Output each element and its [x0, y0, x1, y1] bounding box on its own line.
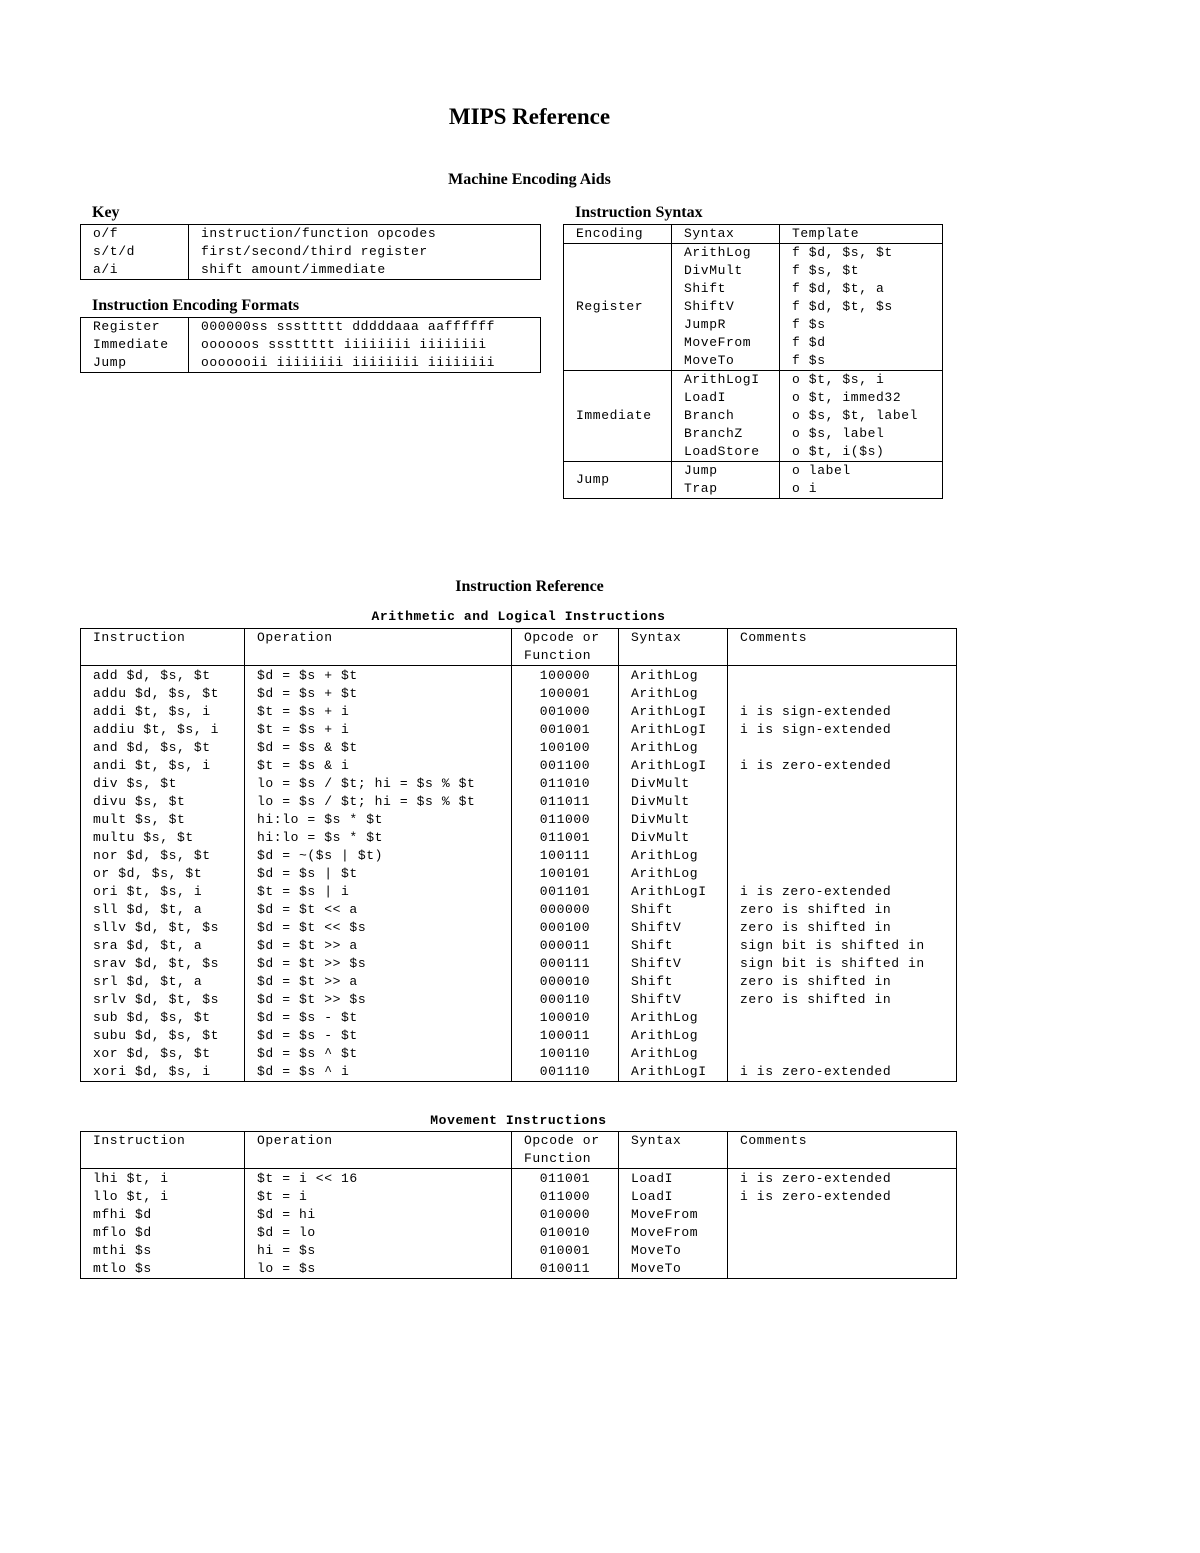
syntax-cell: DivMult [619, 793, 728, 811]
syntax-cell: MoveTo [619, 1260, 728, 1279]
syntax-name: LoadStore [672, 443, 780, 462]
instruction-cell: xor $d, $s, $t [81, 1045, 245, 1063]
instruction-row [81, 703, 957, 721]
instruction-cell: mfhi $d [81, 1206, 245, 1224]
instruction-cell: or $d, $s, $t [81, 865, 245, 883]
instruction-cell: addiu $t, $s, i [81, 721, 245, 739]
syntax-cell: ArithLog [619, 666, 728, 686]
format-name: Jump [93, 355, 127, 370]
comment-cell: sign bit is shifted in [728, 937, 957, 955]
syntax-template: f $d [780, 334, 943, 352]
header-instruction: Instruction [81, 1132, 245, 1169]
syntax-cell: MoveFrom [619, 1206, 728, 1224]
operation-cell: $t = $s + i [245, 721, 512, 739]
comment-cell [728, 666, 957, 686]
instruction-cell: mult $s, $t [81, 811, 245, 829]
comment-cell [728, 1045, 957, 1063]
comment-cell [728, 775, 957, 793]
instruction-row [81, 1045, 957, 1063]
key-meaning: instruction/function opcodes [189, 225, 541, 244]
operation-cell: $d = $s + $t [245, 666, 512, 686]
syntax-name: Trap [672, 480, 780, 499]
comment-cell [728, 865, 957, 883]
comment-cell [728, 739, 957, 757]
syntax-cell: Shift [619, 937, 728, 955]
syntax-name: LoadI [672, 389, 780, 407]
instruction-row [81, 685, 957, 703]
opcode-cell: 011000 [512, 1188, 619, 1206]
syntax-template: o i [780, 480, 943, 499]
opcode-cell: 001110 [512, 1063, 619, 1082]
instruction-cell: multu $s, $t [81, 829, 245, 847]
operation-cell: $d = $s - $t [245, 1009, 512, 1027]
comment-cell [728, 685, 957, 703]
instruction-cell: srav $d, $t, $s [81, 955, 245, 973]
syntax-cell: ArithLog [619, 1009, 728, 1027]
syntax-name: JumpR [672, 316, 780, 334]
opcode-cell: 100101 [512, 865, 619, 883]
syntax-encoding: Jump [564, 462, 672, 499]
syntax-title: Instruction Syntax [575, 204, 703, 221]
syntax-name: DivMult [672, 262, 780, 280]
header-instruction: Instruction [81, 629, 245, 666]
instruction-row [81, 829, 957, 847]
format-row [81, 318, 541, 337]
opcode-cell: 000000 [512, 901, 619, 919]
instruction-cell: srl $d, $t, a [81, 973, 245, 991]
operation-cell: $t = $s + i [245, 703, 512, 721]
movement-table [80, 1131, 957, 1279]
key-symbol: o/f [93, 226, 119, 241]
instruction-cell: subu $d, $s, $t [81, 1027, 245, 1045]
operation-cell: $d = hi [245, 1206, 512, 1224]
operation-cell: $t = $s & i [245, 757, 512, 775]
syntax-template: f $s [780, 316, 943, 334]
reference-heading: Instruction Reference [455, 578, 604, 595]
instruction-cell: nor $d, $s, $t [81, 847, 245, 865]
comment-cell [728, 1242, 957, 1260]
header-syntax: Syntax [619, 1132, 728, 1169]
operation-cell: $d = $t << $s [245, 919, 512, 937]
instruction-row [81, 757, 957, 775]
comment-cell: zero is shifted in [728, 901, 957, 919]
syntax-row [564, 244, 943, 263]
syntax-cell: Shift [619, 901, 728, 919]
comment-cell: zero is shifted in [728, 919, 957, 937]
opcode-cell: 100110 [512, 1045, 619, 1063]
instruction-cell: mthi $s [81, 1242, 245, 1260]
syntax-cell: LoadI [619, 1188, 728, 1206]
key-symbol: s/t/d [93, 244, 136, 259]
opcode-cell: 010001 [512, 1242, 619, 1260]
instruction-row [81, 847, 957, 865]
syntax-name: BranchZ [672, 425, 780, 443]
instruction-row [81, 1009, 957, 1027]
syntax-template: o $t, immed32 [780, 389, 943, 407]
syntax-encoding: Register [564, 244, 672, 371]
instruction-row [81, 1027, 957, 1045]
key-row [81, 225, 541, 244]
syntax-cell: ArithLog [619, 865, 728, 883]
comment-cell: zero is shifted in [728, 973, 957, 991]
comment-cell [728, 793, 957, 811]
operation-cell: $d = ~($s | $t) [245, 847, 512, 865]
operation-cell: hi:lo = $s * $t [245, 829, 512, 847]
instruction-row [81, 1206, 957, 1224]
instruction-row [81, 1063, 957, 1082]
instruction-row [81, 955, 957, 973]
format-bits: ooooooii iiiiiiii iiiiiiii iiiiiiii [189, 354, 541, 373]
encoding-formats-table [80, 317, 541, 373]
key-symbol: a/i [93, 262, 119, 277]
instruction-cell: mflo $d [81, 1224, 245, 1242]
syntax-name: MoveFrom [672, 334, 780, 352]
operation-cell: $d = $s ^ i [245, 1063, 512, 1082]
key-title: Key [92, 204, 120, 221]
comment-cell [728, 811, 957, 829]
operation-cell: $t = i << 16 [245, 1169, 512, 1189]
comment-cell [728, 1224, 957, 1242]
syntax-name: ArithLogI [672, 371, 780, 390]
syntax-cell: DivMult [619, 775, 728, 793]
instruction-row [81, 775, 957, 793]
operation-cell: hi = $s [245, 1242, 512, 1260]
format-bits: oooooos sssttttt iiiiiiii iiiiiiii [189, 336, 541, 354]
key-meaning: first/second/third register [189, 243, 541, 261]
instruction-row [81, 1242, 957, 1260]
comment-cell [728, 1009, 957, 1027]
instruction-row [81, 973, 957, 991]
instruction-cell: srlv $d, $t, $s [81, 991, 245, 1009]
syntax-row [564, 371, 943, 390]
instruction-row [81, 721, 957, 739]
syntax-name: Shift [672, 280, 780, 298]
instruction-cell: div $s, $t [81, 775, 245, 793]
instruction-row [81, 1260, 957, 1279]
syntax-cell: DivMult [619, 829, 728, 847]
opcode-cell: 100001 [512, 685, 619, 703]
syntax-name: Branch [672, 407, 780, 425]
instruction-row [81, 937, 957, 955]
operation-cell: lo = $s / $t; hi = $s % $t [245, 775, 512, 793]
key-row [81, 261, 541, 280]
encoding-aids-heading: Machine Encoding Aids [448, 171, 611, 188]
comment-cell [728, 1206, 957, 1224]
operation-cell: $d = $t >> a [245, 937, 512, 955]
operation-cell: lo = $s / $t; hi = $s % $t [245, 793, 512, 811]
comment-cell: i is zero-extended [728, 757, 957, 775]
formats-title: Instruction Encoding Formats [92, 297, 300, 314]
instruction-cell: xori $d, $s, i [81, 1063, 245, 1082]
syntax-cell: DivMult [619, 811, 728, 829]
syntax-header-syntax: Syntax [672, 225, 780, 244]
instruction-cell: llo $t, i [81, 1188, 245, 1206]
arithmetic-table [80, 628, 957, 1082]
key-row [81, 243, 541, 261]
comment-cell: i is sign-extended [728, 721, 957, 739]
syntax-template: f $d, $t, $s [780, 298, 943, 316]
opcode-cell: 100000 [512, 666, 619, 686]
header-comments: Comments [728, 629, 957, 666]
opcode-cell: 100011 [512, 1027, 619, 1045]
syntax-row [564, 462, 943, 481]
syntax-header-row [564, 225, 943, 244]
instruction-row [81, 865, 957, 883]
instruction-row [81, 666, 957, 686]
operation-cell: $d = $s & $t [245, 739, 512, 757]
syntax-template: f $s, $t [780, 262, 943, 280]
operation-cell: $d = $s | $t [245, 865, 512, 883]
syntax-name: ArithLog [672, 244, 780, 263]
syntax-template: o $t, $s, i [780, 371, 943, 390]
comment-cell [728, 1260, 957, 1279]
instruction-cell: andi $t, $s, i [81, 757, 245, 775]
operation-cell: $d = lo [245, 1224, 512, 1242]
format-row [81, 354, 541, 373]
opcode-cell: 001001 [512, 721, 619, 739]
arithmetic-caption: Arithmetic and Logical Instructions [371, 609, 666, 624]
syntax-cell: ShiftV [619, 991, 728, 1009]
opcode-cell: 100010 [512, 1009, 619, 1027]
operation-cell: lo = $s [245, 1260, 512, 1279]
header-opcode: Opcode or Function [512, 629, 619, 666]
syntax-template: f $s [780, 352, 943, 371]
instruction-cell: sra $d, $t, a [81, 937, 245, 955]
comment-cell: i is zero-extended [728, 883, 957, 901]
instruction-cell: add $d, $s, $t [81, 666, 245, 686]
opcode-cell: 011000 [512, 811, 619, 829]
syntax-header-template: Template [780, 225, 943, 244]
syntax-cell: MoveFrom [619, 1224, 728, 1242]
opcode-cell: 000111 [512, 955, 619, 973]
opcode-cell: 010000 [512, 1206, 619, 1224]
comment-cell: i is sign-extended [728, 703, 957, 721]
opcode-cell: 011001 [512, 829, 619, 847]
syntax-cell: ArithLog [619, 685, 728, 703]
operation-cell: hi:lo = $s * $t [245, 811, 512, 829]
comment-cell: i is zero-extended [728, 1169, 957, 1189]
operation-cell: $d = $t >> $s [245, 955, 512, 973]
instruction-row [81, 739, 957, 757]
operation-cell: $d = $s + $t [245, 685, 512, 703]
operation-cell: $d = $t >> $s [245, 991, 512, 1009]
instruction-row [81, 1169, 957, 1189]
opcode-cell: 011010 [512, 775, 619, 793]
operation-cell: $t = i [245, 1188, 512, 1206]
syntax-encoding: Immediate [564, 371, 672, 462]
syntax-cell: ArithLog [619, 847, 728, 865]
syntax-cell: ShiftV [619, 919, 728, 937]
syntax-cell: ArithLogI [619, 1063, 728, 1082]
instruction-row [81, 1188, 957, 1206]
page-title: MIPS Reference [448, 104, 611, 129]
opcode-cell: 001000 [512, 703, 619, 721]
operation-cell: $t = $s | i [245, 883, 512, 901]
instruction-cell: addu $d, $s, $t [81, 685, 245, 703]
format-name: Immediate [93, 337, 169, 352]
syntax-cell: ShiftV [619, 955, 728, 973]
syntax-cell: ArithLog [619, 739, 728, 757]
opcode-cell: 100100 [512, 739, 619, 757]
syntax-cell: ArithLog [619, 1045, 728, 1063]
opcode-cell: 001100 [512, 757, 619, 775]
syntax-cell: ArithLogI [619, 883, 728, 901]
syntax-template: f $d, $t, a [780, 280, 943, 298]
syntax-name: ShiftV [672, 298, 780, 316]
instruction-row [81, 919, 957, 937]
instruction-row [81, 811, 957, 829]
header-opcode: Opcode or Function [512, 1132, 619, 1169]
instruction-row [81, 1224, 957, 1242]
syntax-cell: Shift [619, 973, 728, 991]
opcode-cell: 001101 [512, 883, 619, 901]
syntax-cell: ArithLog [619, 1027, 728, 1045]
opcode-cell: 000100 [512, 919, 619, 937]
comment-cell: i is zero-extended [728, 1188, 957, 1206]
syntax-cell: MoveTo [619, 1242, 728, 1260]
header-operation: Operation [245, 1132, 512, 1169]
header-syntax: Syntax [619, 629, 728, 666]
opcode-cell: 000010 [512, 973, 619, 991]
opcode-cell: 010011 [512, 1260, 619, 1279]
comment-cell [728, 847, 957, 865]
operation-cell: $d = $s - $t [245, 1027, 512, 1045]
arith-header-row [81, 629, 957, 666]
syntax-cell: ArithLogI [619, 721, 728, 739]
move-header-row [81, 1132, 957, 1169]
key-table [80, 224, 541, 280]
opcode-cell: 010010 [512, 1224, 619, 1242]
instruction-cell: mtlo $s [81, 1260, 245, 1279]
header-operation: Operation [245, 629, 512, 666]
comment-cell [728, 1027, 957, 1045]
syntax-cell: ArithLogI [619, 703, 728, 721]
syntax-template: o $t, i($s) [780, 443, 943, 462]
comment-cell: i is zero-extended [728, 1063, 957, 1082]
comment-cell [728, 829, 957, 847]
opcode-cell: 100111 [512, 847, 619, 865]
syntax-cell: LoadI [619, 1169, 728, 1189]
operation-cell: $d = $t >> a [245, 973, 512, 991]
syntax-name: MoveTo [672, 352, 780, 371]
format-name: Register [93, 319, 161, 334]
syntax-header-encoding: Encoding [564, 225, 672, 244]
opcode-cell: 011001 [512, 1169, 619, 1189]
syntax-template: o $s, label [780, 425, 943, 443]
syntax-table [563, 224, 943, 499]
comment-cell: zero is shifted in [728, 991, 957, 1009]
instruction-row [81, 991, 957, 1009]
opcode-cell: 011011 [512, 793, 619, 811]
instruction-row [81, 901, 957, 919]
instruction-cell: sllv $d, $t, $s [81, 919, 245, 937]
syntax-name: Jump [672, 462, 780, 481]
syntax-template: f $d, $s, $t [780, 244, 943, 263]
format-row [81, 336, 541, 354]
movement-caption: Movement Instructions [430, 1113, 607, 1128]
instruction-cell: addi $t, $s, i [81, 703, 245, 721]
operation-cell: $d = $s ^ $t [245, 1045, 512, 1063]
instruction-cell: ori $t, $s, i [81, 883, 245, 901]
header-comments: Comments [728, 1132, 957, 1169]
instruction-cell: sub $d, $s, $t [81, 1009, 245, 1027]
instruction-cell: divu $s, $t [81, 793, 245, 811]
instruction-cell: sll $d, $t, a [81, 901, 245, 919]
operation-cell: $d = $t << a [245, 901, 512, 919]
instruction-row [81, 883, 957, 901]
opcode-cell: 000110 [512, 991, 619, 1009]
key-meaning: shift amount/immediate [189, 261, 541, 280]
format-bits: 000000ss sssttttt dddddaaa aaffffff [189, 318, 541, 337]
syntax-cell: ArithLogI [619, 757, 728, 775]
instruction-cell: lhi $t, i [81, 1169, 245, 1189]
instruction-cell: and $d, $s, $t [81, 739, 245, 757]
comment-cell: sign bit is shifted in [728, 955, 957, 973]
opcode-cell: 000011 [512, 937, 619, 955]
instruction-row [81, 793, 957, 811]
syntax-template: o $s, $t, label [780, 407, 943, 425]
syntax-template: o label [780, 462, 943, 481]
